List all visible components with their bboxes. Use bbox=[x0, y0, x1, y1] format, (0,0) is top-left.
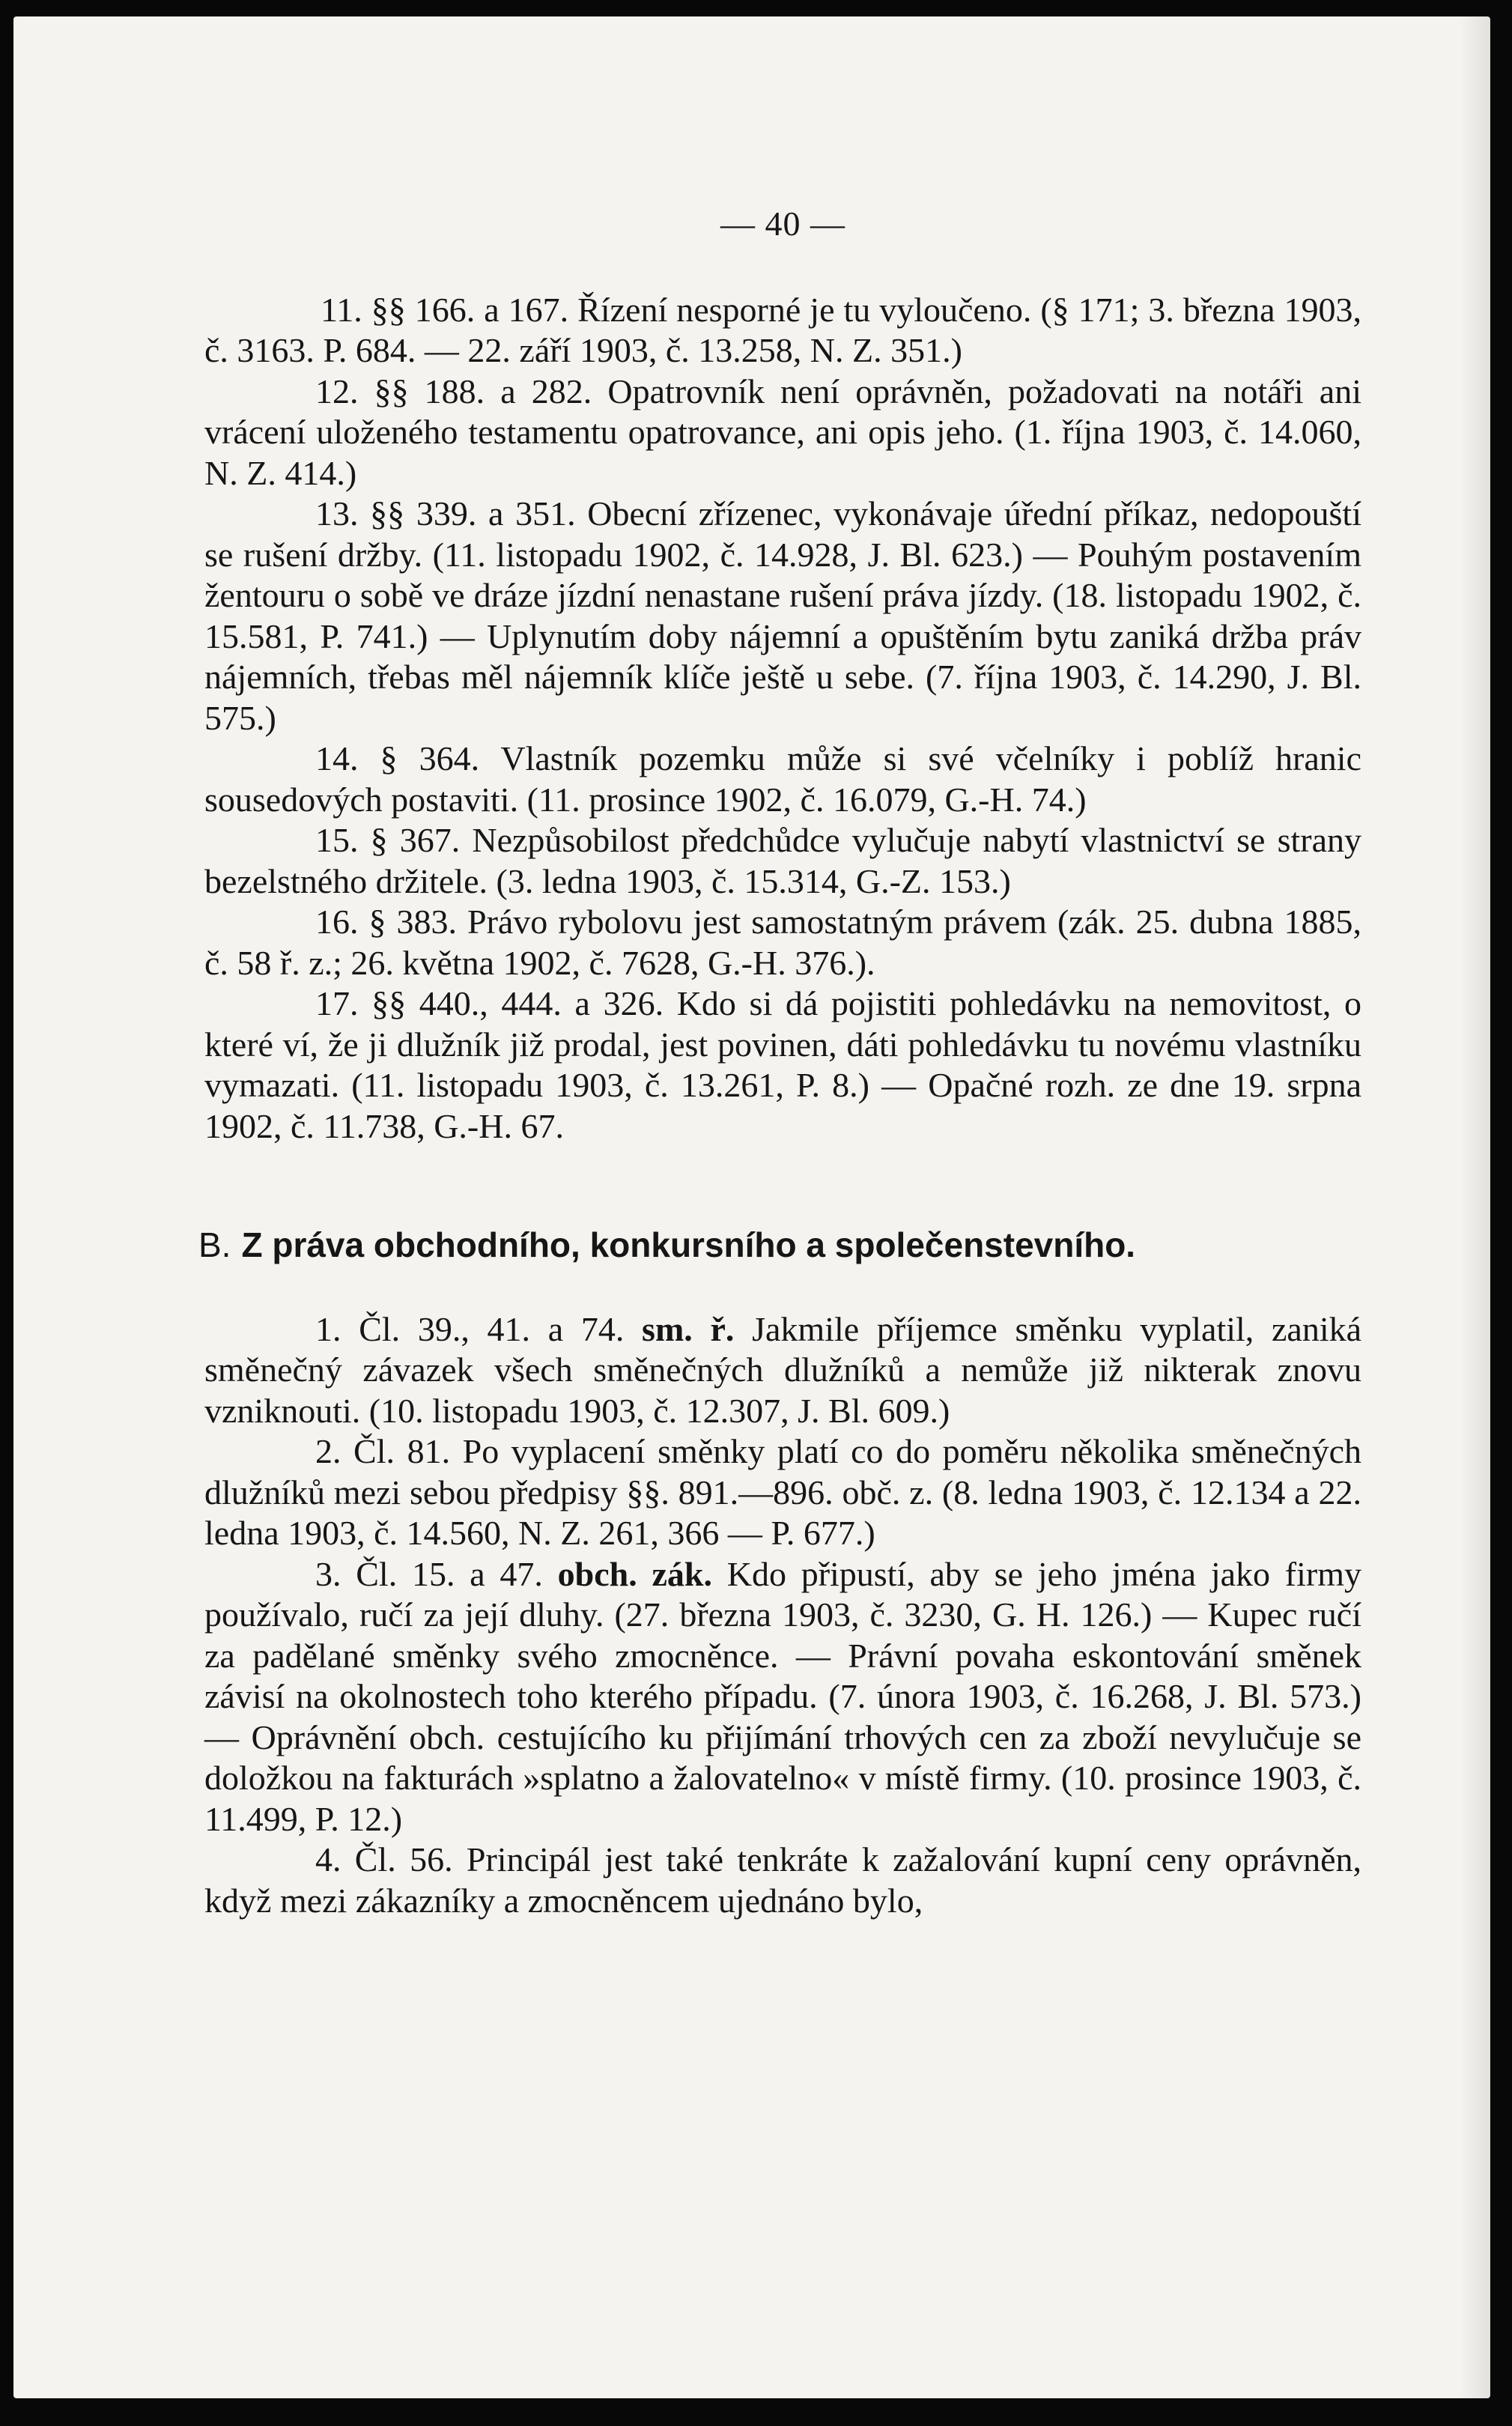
entry-b3 bbox=[204, 1554, 1361, 1840]
entry-11: 11. §§ 166. a 167. Řízení nesporné je tu vyloučeno. (§ 171; 3. března 1903, č. 3163. P. 684. — 22. září 1903, č. 13.258, N. Z. 351.) bbox=[204, 290, 1361, 369]
entry-12: 12. §§ 188. a 282. Opatrovník není oprávněn, požadovati na notáři ani vrácení uloženého testamentu opatrovance, ani opis jeho. (1. října 1903, č. 14.060, N. Z. 414.) bbox=[204, 372, 1361, 492]
entry-b1-lead: 1. Čl. 39., 41. a 74. bbox=[315, 1309, 625, 1348]
entry-b2: 2. Čl. 81. Po vyplacení směnky platí co do poměru několika směnečných dlužníků mezi sebou předpisy §§. 891.—896. obč. z. (8. ledna 1903, č. 12.134 a 22. ledna 1903, č. 14.560, N. Z. 261, 366 — P. 677.) bbox=[204, 1432, 1361, 1552]
entry-17: 17. §§ 440., 444. a 326. Kdo si dá pojistiti pohledávku na nemovitost, o které ví, že ji dlužník již prodal, jest povinen, dáti pohledávku tu novému vlastníku vymazati. (11. listopadu 1903, č. 13.261, P. 8.) — Opačné rozh. ze dne 19. srpna 1902, č. 11.738, G.-H. 67. bbox=[204, 984, 1361, 1145]
page-text bbox=[198, 204, 1362, 1921]
entry-b3-lead: 3. Čl. 15. a 47. bbox=[315, 1554, 543, 1593]
entry-b1 bbox=[204, 1309, 1361, 1432]
section-letter: B. bbox=[198, 1225, 231, 1264]
entry-16: 16. § 383. Právo rybolovu jest samostatným právem (zák. 25. dubna 1885, č. 58 ř. z.; 26. května 1902, č. 7628, G.-H. 376.). bbox=[204, 903, 1361, 982]
section-title: Z práva obchodního, konkursního a společenstevního. bbox=[241, 1225, 1136, 1264]
section-b-heading bbox=[198, 1225, 1361, 1266]
entry-b4: 4. Čl. 56. Principál jest také tenkráte k zažalování kupní ceny oprávněn, když mezi zákazníky a zmocněncem ujednáno bylo, bbox=[204, 1840, 1361, 1920]
entry-b3-text: Kdo připustí, aby se jeho jména jako firmy používalo, ručí za její dluhy. (27. března 1903, č. 3230, G. H. 126.) — Kupec ručí za padělané směnky svého zmocněnce. — Právní povaha eskontování směnek závisí na okolnostech toho kterého případu. (7. února 1903, č. 16.268, J. Bl. 573.) — Oprávnění obch. cestujícího ku přijímání trhových cen za zboží nevylučuje se doložkou na fakturách »splatno a žalovatelno« v místě firmy. (10. prosince 1903, č. 11.499, P. 12.) bbox=[204, 1554, 1361, 1838]
entry-b1-law-abbrev: sm. ř. bbox=[642, 1309, 735, 1348]
page-number: — 40 — bbox=[720, 204, 845, 243]
entry-b1-text: Jakmile příjemce směnku vyplatil, zaniká směnečný závazek všech směnečných dlužníků a nemůže již nikterak znovu vzniknouti. (10. listopadu 1903, č. 12.307, J. Bl. 609.) bbox=[204, 1309, 1362, 1430]
entry-14: 14. § 364. Vlastník pozemku může si své včelníky i poblíž hranic sousedových postaviti. (11. prosince 1902, č. 16.079, G.-H. 74.) bbox=[204, 739, 1361, 819]
book-page bbox=[13, 16, 1490, 2398]
entry-b3-law-abbrev: obch. zák. bbox=[557, 1554, 712, 1593]
entry-13: 13. §§ 339. a 351. Obecní zřízenec, vykonávaje úřední příkaz, nedopouští se rušení držby. (11. listopadu 1902, č. 14.928, J. Bl. 623.) — Pouhým postavením žentouru o sobě ve dráze jízdní nenastane rušení práva jízdy. (18. listopadu 1902, č. 15.581, P. 741.) — Uplynutím doby nájemní a opuštěním bytu zaniká držba práv nájemních, třebas měl nájemník klíče ještě u sebe. (7. října 1903, č. 14.290, J. Bl. 575.) bbox=[204, 494, 1361, 737]
entry-15: 15. § 367. Nezpůsobilost předchůdce vylučuje nabytí vlastnictví se strany bezelstného držitele. (3. ledna 1903, č. 15.314, G.-Z. 153.) bbox=[204, 821, 1361, 900]
